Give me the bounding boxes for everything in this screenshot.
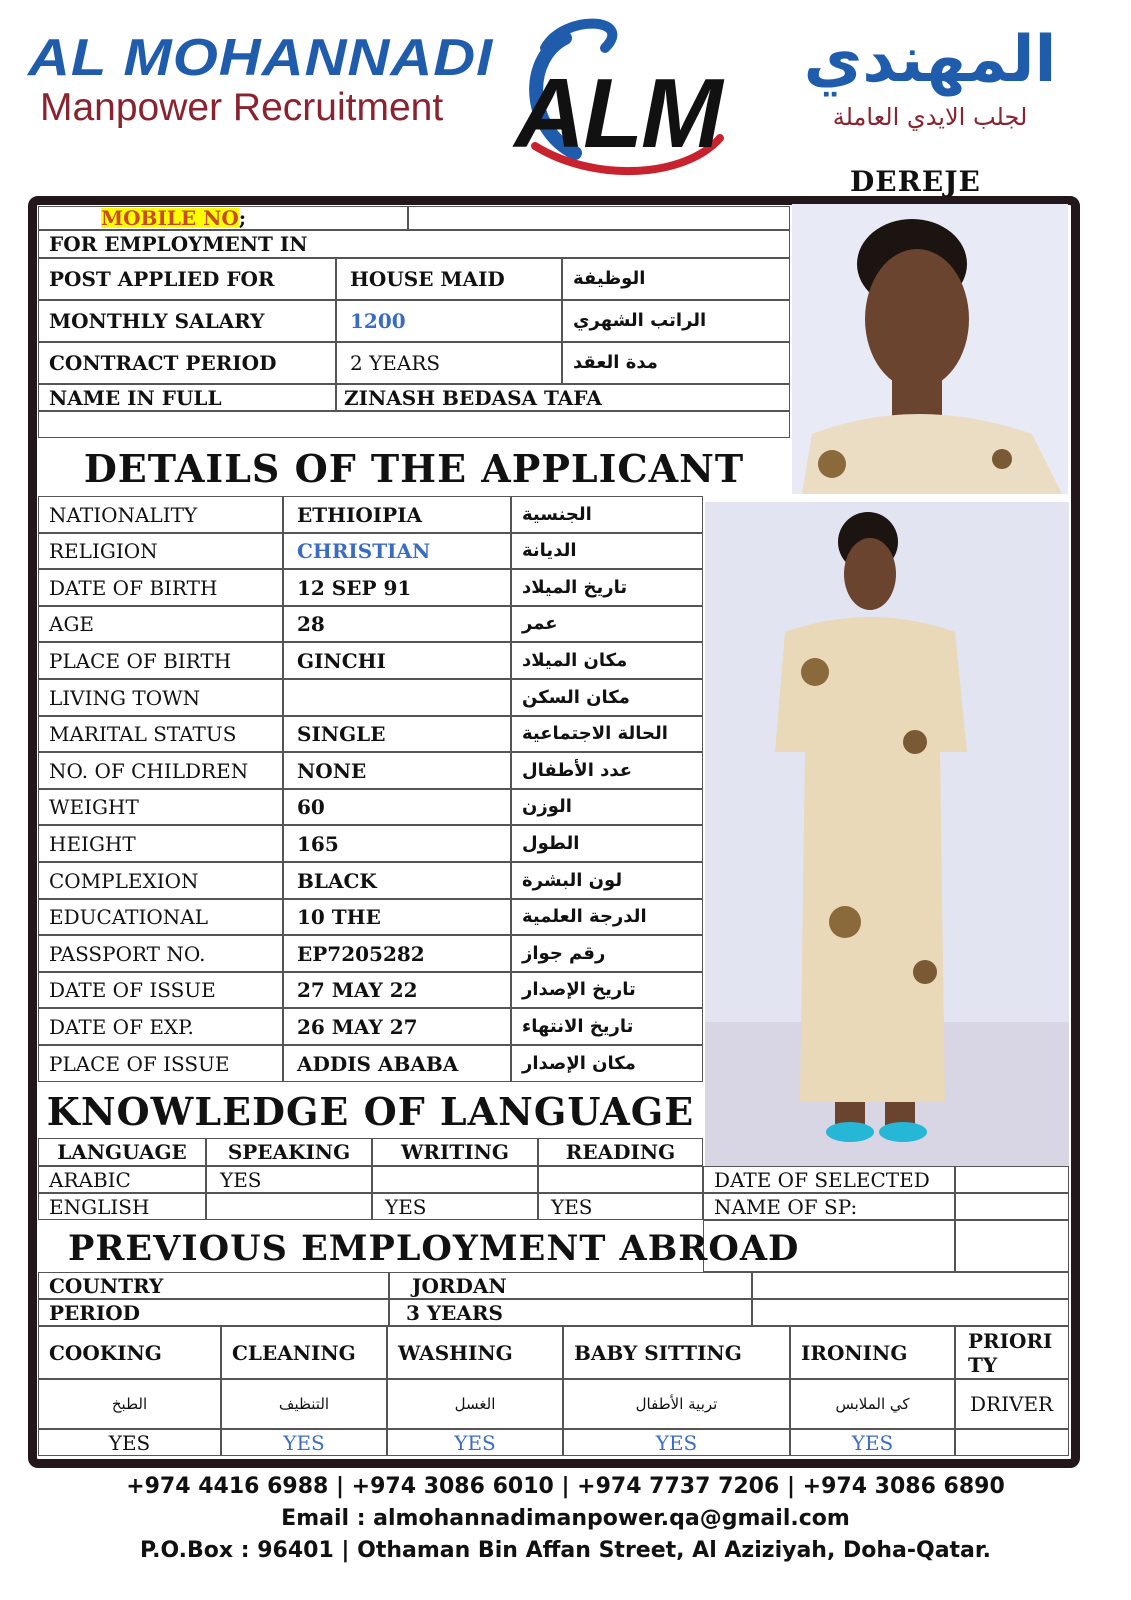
- details-value: 60: [283, 789, 511, 825]
- footer-address: P.O.Box : 96401 | Othaman Bin Affan Street, Al Aziziyah, Doha-Qatar.: [140, 1538, 991, 1563]
- agent-name: DEREJE: [850, 165, 981, 198]
- details-value: ADDIS ABABA: [283, 1045, 511, 1082]
- contract-label: CONTRACT PERIOD: [38, 342, 336, 384]
- skill-value: YES: [563, 1429, 790, 1456]
- details-value: SINGLE: [283, 716, 511, 752]
- language-english: ENGLISH: [38, 1193, 206, 1220]
- language-header-writing: WRITING: [372, 1138, 538, 1166]
- details-arabic: لون البشرة: [511, 862, 703, 899]
- details-label: COMPLEXION: [38, 862, 283, 899]
- post-arabic: الوظيفة: [562, 258, 790, 300]
- details-label: MARITAL STATUS: [38, 716, 283, 752]
- details-label: AGE: [38, 606, 283, 642]
- name-label: NAME IN FULL: [38, 384, 336, 411]
- sponsor-name-label: NAME OF SP:: [703, 1193, 955, 1220]
- details-arabic: مكان السكن: [511, 679, 703, 716]
- details-arabic: مكان الميلاد: [511, 642, 703, 679]
- portrait-photo-icon: [792, 204, 1068, 494]
- details-arabic: الدرجة العلمية: [511, 899, 703, 935]
- salary-label: MONTHLY SALARY: [38, 300, 336, 342]
- sponsor-name-value: [955, 1193, 1069, 1220]
- details-label: NATIONALITY: [38, 496, 283, 533]
- skill-value: YES: [387, 1429, 563, 1456]
- post-value: HOUSE MAID: [336, 258, 562, 300]
- mobile-separator: ;: [238, 206, 247, 230]
- details-value: 28: [283, 606, 511, 642]
- footer-phones: +974 4416 6988 | +974 3086 6010 | +974 7737 7206 | +974 3086 6890: [126, 1474, 1005, 1499]
- details-label: DATE OF EXP.: [38, 1008, 283, 1045]
- skill-arabic: كي الملابس: [790, 1379, 955, 1429]
- skill-header: WASHING: [387, 1326, 563, 1379]
- english-speaking: [206, 1193, 372, 1220]
- portrait-photo: [792, 204, 1068, 494]
- salary-value: 1200: [336, 300, 562, 342]
- employment-label-cell: [38, 230, 790, 258]
- skill-header: CLEANING: [221, 1326, 387, 1379]
- blank-side-2: [955, 1220, 1069, 1272]
- footer-email: Email : almohannadimanpower.qa@gmail.com: [281, 1506, 850, 1531]
- skill-arabic: التنظيف: [221, 1379, 387, 1429]
- employment-label: FOR EMPLOYMENT IN: [49, 232, 308, 256]
- details-label: WEIGHT: [38, 789, 283, 825]
- details-label: DATE OF BIRTH: [38, 569, 283, 606]
- details-value: 10 THE: [283, 899, 511, 935]
- brand-arabic-title: المهندي: [803, 23, 1057, 97]
- details-value: CHRISTIAN: [283, 533, 511, 569]
- details-value: 165: [283, 825, 511, 862]
- alm-logo: [505, 18, 730, 183]
- details-arabic: الديانة: [511, 533, 703, 569]
- priority-value: DRIVER: [955, 1379, 1069, 1429]
- blank-row: [38, 411, 790, 438]
- details-arabic: الطول: [511, 825, 703, 862]
- logo-text: ALM: [514, 58, 721, 168]
- mobile-label: MOBILE NO: [101, 206, 239, 230]
- details-arabic: رقم جواز: [511, 935, 703, 972]
- details-value: 12 SEP 91: [283, 569, 511, 606]
- language-arabic: ARABIC: [38, 1166, 206, 1193]
- post-label: POST APPLIED FOR: [38, 258, 336, 300]
- details-value: GINCHI: [283, 642, 511, 679]
- mobile-value-cell: [408, 206, 790, 230]
- skill-arabic: الطبخ: [38, 1379, 221, 1429]
- skill-arabic: تربية الأطفال: [563, 1379, 790, 1429]
- country-blank: [752, 1272, 1069, 1299]
- brand-subtitle: Manpower Recruitment: [40, 86, 444, 129]
- period-label: PERIOD: [38, 1299, 389, 1326]
- details-label: HEIGHT: [38, 825, 283, 862]
- language-heading: KNOWLEDGE OF LANGUAGE: [46, 1089, 695, 1134]
- arabic-speaking: YES: [206, 1166, 372, 1193]
- details-label: EDUCATIONAL: [38, 899, 283, 935]
- details-arabic: تاريخ الانتهاء: [511, 1008, 703, 1045]
- arabic-writing: [372, 1166, 538, 1193]
- details-arabic: الجنسية: [511, 496, 703, 533]
- details-value: NONE: [283, 752, 511, 789]
- brand-arabic: [740, 20, 1120, 134]
- details-label: DATE OF ISSUE: [38, 972, 283, 1008]
- date-selected-label: DATE OF SELECTED: [703, 1166, 955, 1193]
- name-value: ZINASH BEDASA TAFA: [336, 384, 790, 411]
- details-arabic: تاريخ الميلاد: [511, 569, 703, 606]
- period-value: 3 YEARS: [389, 1299, 752, 1326]
- language-header-speaking: SPEAKING: [206, 1138, 372, 1166]
- details-label: PASSPORT NO.: [38, 935, 283, 972]
- details-label: LIVING TOWN: [38, 679, 283, 716]
- details-arabic: الوزن: [511, 789, 703, 825]
- brand-arabic-subtitle: لجلب الايدي العاملة: [832, 103, 1028, 131]
- skill-arabic: الغسل: [387, 1379, 563, 1429]
- full-body-photo-icon: [705, 502, 1069, 1166]
- full-body-photo: [705, 502, 1069, 1166]
- details-value: 27 MAY 22: [283, 972, 511, 1008]
- details-arabic: مكان الإصدار: [511, 1045, 703, 1082]
- details-label: PLACE OF ISSUE: [38, 1045, 283, 1082]
- language-header-language: LANGUAGE: [38, 1138, 206, 1166]
- details-label: PLACE OF BIRTH: [38, 642, 283, 679]
- details-label: RELIGION: [38, 533, 283, 569]
- details-value: ETHIOIPIA: [283, 496, 511, 533]
- skill-value: YES: [221, 1429, 387, 1456]
- country-label: COUNTRY: [38, 1272, 389, 1299]
- details-arabic: الحالة الاجتماعية: [511, 716, 703, 752]
- skill-header: IRONING: [790, 1326, 955, 1379]
- english-writing: YES: [372, 1193, 538, 1220]
- details-label: NO. OF CHILDREN: [38, 752, 283, 789]
- language-header-reading: READING: [538, 1138, 703, 1166]
- details-value: BLACK: [283, 862, 511, 899]
- details-arabic: تاريخ الإصدار: [511, 972, 703, 1008]
- skill-header: BABY SITTING: [563, 1326, 790, 1379]
- contract-value: 2 YEARS: [336, 342, 562, 384]
- period-blank: [752, 1299, 1069, 1326]
- skill-value: YES: [38, 1429, 221, 1456]
- mobile-label-cell: [38, 206, 408, 230]
- priority-blank: [955, 1429, 1069, 1456]
- details-arabic: عدد الأطفال: [511, 752, 703, 789]
- english-reading: YES: [538, 1193, 703, 1220]
- previous-heading: PREVIOUS EMPLOYMENT ABROAD: [68, 1228, 800, 1269]
- contract-arabic: مدة العقد: [562, 342, 790, 384]
- country-value: JORDAN: [389, 1272, 752, 1299]
- brand-english: [28, 30, 508, 130]
- details-arabic: عمر: [511, 606, 703, 642]
- salary-arabic: الراتب الشهري: [562, 300, 790, 342]
- skill-header: COOKING: [38, 1326, 221, 1379]
- details-value: [283, 679, 511, 716]
- details-value: EP7205282: [283, 935, 511, 972]
- details-heading: DETAILS OF THE APPLICANT: [83, 446, 745, 491]
- details-value: 26 MAY 27: [283, 1008, 511, 1045]
- priority-label: PRIORI TY: [955, 1326, 1069, 1379]
- arabic-reading: [538, 1166, 703, 1193]
- skill-value: YES: [790, 1429, 955, 1456]
- brand-title: AL MOHANNADI: [28, 28, 494, 87]
- date-selected-value: [955, 1166, 1069, 1193]
